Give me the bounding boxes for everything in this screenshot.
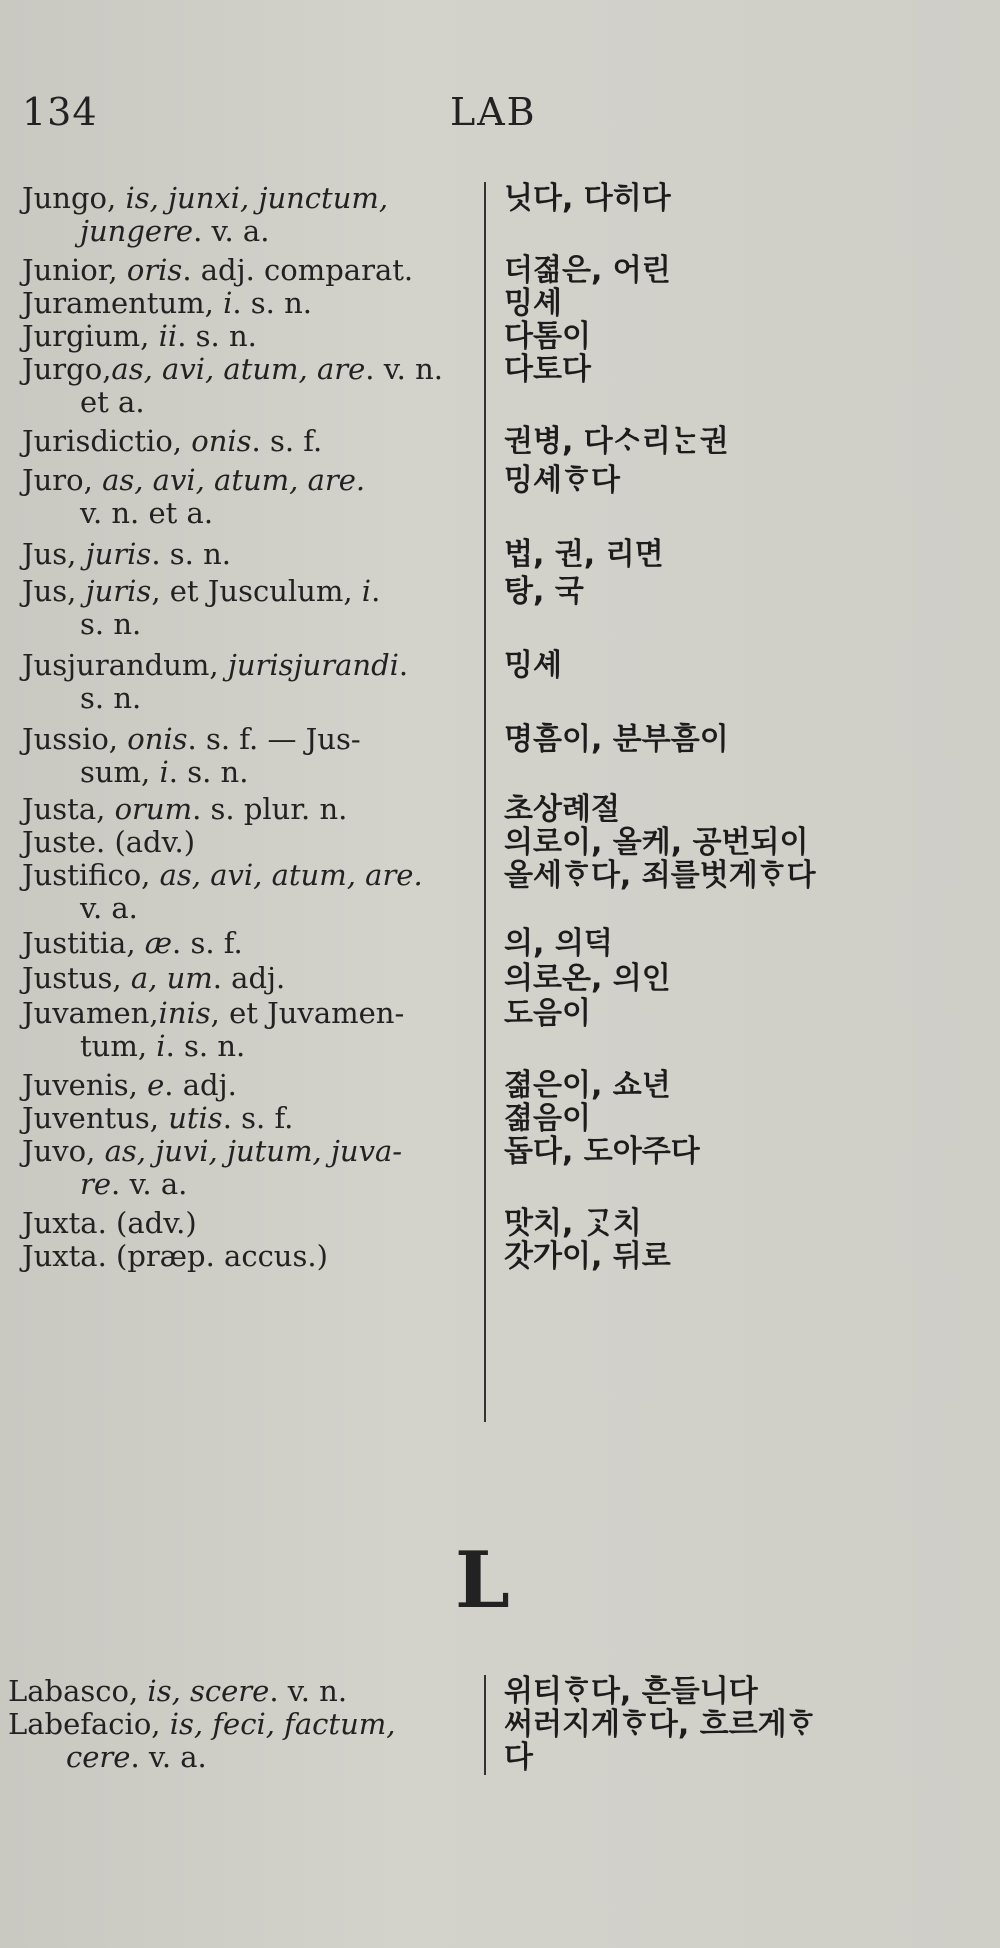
korean-gloss: 밍셰ᄒᆞ다 bbox=[504, 463, 620, 498]
korean-gloss: 명흠이, 분부흠이 bbox=[504, 722, 729, 757]
korean-gloss: 의로온, 의인 bbox=[504, 961, 671, 996]
latin-headword bbox=[22, 826, 482, 859]
dictionary-entry bbox=[22, 793, 982, 826]
latin-line: Justifico, as, avi, atum, are. bbox=[22, 858, 423, 892]
dictionary-entry bbox=[22, 1102, 982, 1135]
latin-line: Labasco, is, scere. v. n. bbox=[8, 1674, 348, 1708]
korean-gloss: 밍셰 bbox=[504, 286, 562, 321]
latin-line: Jus, juris, et Jusculum, i. bbox=[22, 574, 381, 608]
latin-headword bbox=[22, 320, 482, 353]
korean-gloss: 도음이 bbox=[504, 996, 591, 1031]
dictionary-entry bbox=[22, 723, 982, 789]
latin-line: Jurgo,as, avi, atum, are. v. n. bbox=[22, 352, 444, 386]
latin-headword bbox=[8, 1675, 482, 1708]
latin-headword bbox=[22, 859, 482, 925]
running-head: LAB bbox=[450, 90, 537, 134]
latin-headword bbox=[22, 793, 482, 826]
dictionary-entry bbox=[22, 1240, 982, 1273]
latin-headword bbox=[22, 962, 482, 995]
latin-line-continued: v. a. bbox=[80, 891, 138, 925]
korean-gloss: 초상례절 bbox=[504, 792, 620, 827]
korean-gloss: 다톰이 bbox=[504, 319, 591, 354]
latin-line-continued: s. n. bbox=[80, 681, 142, 715]
latin-line: Justitia, æ. s. f. bbox=[22, 926, 243, 960]
latin-headword bbox=[22, 538, 482, 571]
latin-line: Juramentum, i. s. n. bbox=[22, 286, 312, 320]
latin-line-continued: jungere. v. a. bbox=[80, 214, 270, 248]
latin-headword bbox=[22, 649, 482, 715]
dictionary-entry bbox=[22, 826, 982, 859]
korean-gloss: 갓가이, 뒤로 bbox=[504, 1239, 671, 1274]
korean-gloss: 맛치, ᄀᆞᆺ치 bbox=[504, 1206, 642, 1241]
korean-gloss: 졂음이 bbox=[504, 1101, 591, 1136]
latin-headword bbox=[22, 182, 482, 248]
dictionary-entry bbox=[22, 254, 982, 287]
latin-line: Juxta. (adv.) bbox=[22, 1206, 197, 1240]
latin-line: Juvamen,inis, et Juvamen- bbox=[22, 996, 405, 1030]
dictionary-entry bbox=[8, 1708, 983, 1774]
entries-list-l bbox=[8, 1675, 983, 1774]
latin-line-continued: sum, i. s. n. bbox=[80, 755, 249, 789]
latin-headword bbox=[22, 464, 482, 530]
latin-line: Juxta. (præp. accus.) bbox=[22, 1239, 328, 1273]
dictionary-entry bbox=[22, 859, 982, 925]
latin-line: Juste. (adv.) bbox=[22, 825, 196, 859]
dictionary-entry bbox=[8, 1675, 983, 1708]
latin-line: Junior, oris. adj. comparat. bbox=[22, 253, 414, 287]
dictionary-entry bbox=[22, 182, 982, 248]
latin-headword bbox=[22, 575, 482, 641]
latin-line-continued: cere. v. a. bbox=[66, 1740, 207, 1774]
latin-line: Jurisdictio, onis. s. f. bbox=[22, 424, 323, 458]
korean-gloss: 의로이, 올케, 공번되이 bbox=[504, 825, 809, 860]
dictionary-entry bbox=[22, 287, 982, 320]
dictionary-entry bbox=[22, 927, 982, 960]
dictionary-entry bbox=[22, 1135, 982, 1201]
entries-list-j bbox=[22, 182, 982, 1273]
dictionary-entry bbox=[22, 464, 982, 530]
latin-headword bbox=[22, 353, 482, 419]
korean-gloss: 닛다, 다히다 bbox=[504, 181, 671, 216]
latin-headword bbox=[22, 1240, 482, 1273]
latin-line: Juvo, as, juvi, jutum, juva- bbox=[22, 1134, 403, 1168]
latin-line-continued: et a. bbox=[80, 385, 145, 419]
dictionary-entry bbox=[22, 353, 982, 419]
latin-line: Juventus, utis. s. f. bbox=[22, 1101, 294, 1135]
latin-line: Jurgium, ii. s. n. bbox=[22, 319, 257, 353]
latin-headword bbox=[22, 1207, 482, 1240]
latin-line: Jussio, onis. s. f. — Jus- bbox=[22, 722, 361, 756]
latin-line-continued: s. n. bbox=[80, 607, 142, 641]
dictionary-entry bbox=[22, 538, 982, 571]
korean-gloss: 의, 의덕 bbox=[504, 926, 613, 961]
korean-gloss: 올세ᄒᆞ다, 죄를벗게ᄒᆞ다 bbox=[504, 858, 816, 893]
korean-gloss: 돕다, 도아주다 bbox=[504, 1134, 700, 1169]
latin-line: Labefacio, is, feci, factum, bbox=[8, 1707, 396, 1741]
dictionary-entry bbox=[22, 962, 982, 995]
latin-headword bbox=[22, 1102, 482, 1135]
dictionary-entry bbox=[22, 997, 982, 1063]
korean-gloss: 밍셰 bbox=[504, 648, 562, 683]
korean-gloss: 위티ᄒᆞ다, 흔들니다 bbox=[504, 1674, 758, 1709]
latin-line: Jus, juris. s. n. bbox=[22, 537, 231, 571]
page-number: 134 bbox=[22, 90, 98, 134]
dictionary-entry bbox=[22, 575, 982, 641]
latin-line: Juvenis, e. adj. bbox=[22, 1068, 237, 1102]
latin-line-continued: re. v. a. bbox=[80, 1167, 188, 1201]
latin-headword bbox=[22, 997, 482, 1063]
latin-line: Justus, a, um. adj. bbox=[22, 961, 286, 995]
latin-headword bbox=[22, 254, 482, 287]
latin-headword bbox=[22, 287, 482, 320]
dictionary-entry bbox=[22, 1069, 982, 1102]
latin-line: Jusjurandum, jurisjurandi. bbox=[22, 648, 409, 682]
korean-gloss: 졂은이, 쇼년 bbox=[504, 1068, 671, 1103]
korean-gloss: 권병, 다ᄉᆞ리ᄂᆞᆫ권 bbox=[504, 424, 729, 459]
dictionary-entry bbox=[22, 649, 982, 715]
latin-line-continued: v. n. et a. bbox=[80, 496, 214, 530]
dictionary-entry bbox=[22, 1207, 982, 1240]
latin-headword bbox=[22, 927, 482, 960]
latin-headword bbox=[22, 425, 482, 458]
korean-gloss: 써러지게ᄒᆞ다, 흐르게ᄒᆞ 다 bbox=[504, 1707, 816, 1775]
korean-gloss: 더졂은, 어린 bbox=[504, 253, 671, 288]
latin-headword bbox=[8, 1708, 482, 1774]
dictionary-entry bbox=[22, 425, 982, 458]
korean-gloss: 탕, 국 bbox=[504, 574, 584, 609]
latin-headword bbox=[22, 723, 482, 789]
latin-headword bbox=[22, 1069, 482, 1102]
latin-line: Juro, as, avi, atum, are. bbox=[22, 463, 366, 497]
latin-line: Justa, orum. s. plur. n. bbox=[22, 792, 348, 826]
korean-gloss: 다토다 bbox=[504, 352, 591, 387]
latin-line-continued: tum, i. s. n. bbox=[80, 1029, 246, 1063]
korean-gloss: 법, 권, 리면 bbox=[504, 537, 664, 572]
latin-line: Jungo, is, junxi, junctum, bbox=[22, 181, 389, 215]
dictionary-entry bbox=[22, 320, 982, 353]
latin-headword bbox=[22, 1135, 482, 1201]
section-letter: L bbox=[455, 1535, 511, 1626]
